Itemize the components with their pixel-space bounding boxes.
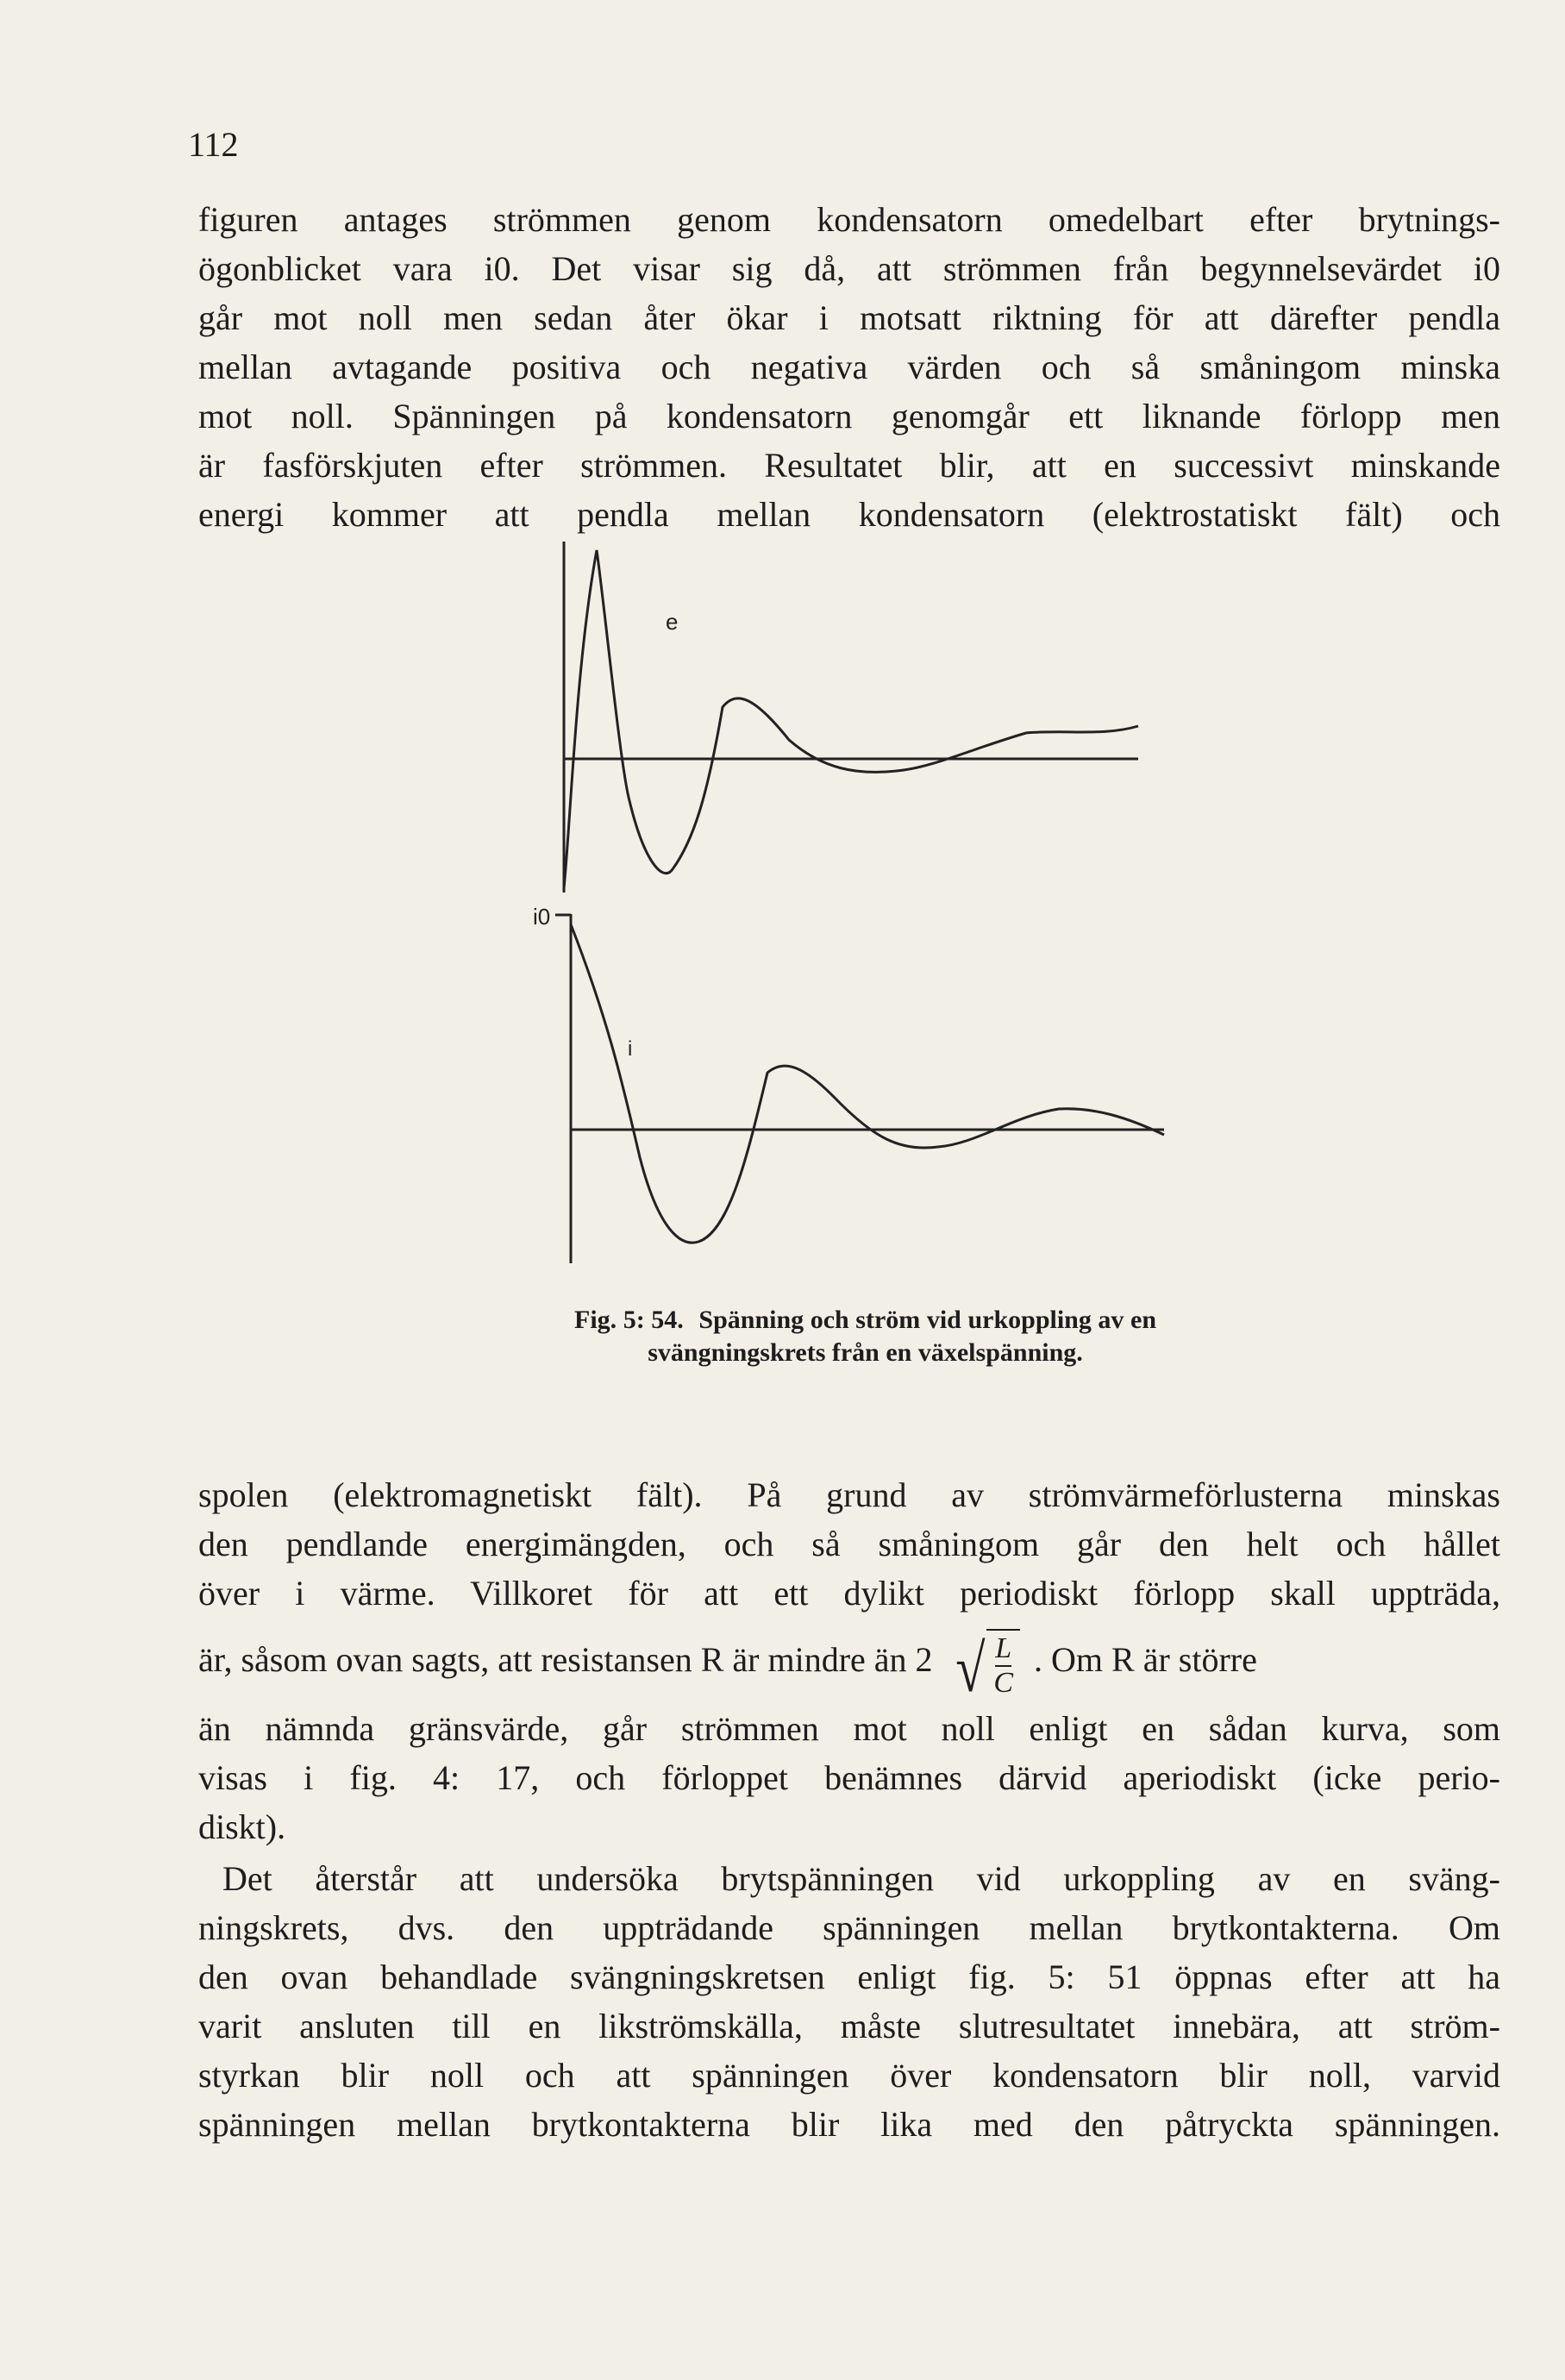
bottom-paragraph-1 (198, 1470, 1500, 1618)
fraction-denominator: C (993, 1667, 1014, 1699)
bottom-line-10: varit ansluten till en likströmskälla, måste slutresultatet innebära, att ström- (198, 2007, 1500, 2045)
bottom-line-8: ningskrets, dvs. den uppträdande spänningen mellan brytkontakterna. Om (198, 1908, 1500, 1947)
sqrt-formula (947, 1629, 1021, 1706)
top-line-3: går mot noll men sedan åter ökar i motsatt riktning för att därefter pendla (198, 298, 1500, 337)
current-curve (571, 924, 1164, 1243)
bottom-line-6: diskt). (198, 1807, 286, 1846)
bottom-line-11: styrkan blir noll och att spänningen över kondensatorn blir noll, varvid (198, 2056, 1500, 2095)
bottom-line-1: spolen (elektromagnetiskt fält). På grund av strömvärmeförlusterna minskas (198, 1475, 1500, 1514)
formula-after: . Om R är större (1034, 1640, 1257, 1680)
bottom-line-5: visas i fig. 4: 17, och förloppet benämnes därvid aperiodiskt (icke perio- (198, 1758, 1500, 1797)
caption-text: Spänning och ström vid urkoppling av en svängningskrets från en växelspänning. (648, 1306, 1157, 1367)
label-i0: i0 (533, 904, 551, 930)
bottom-line-4: än nämnda gränsvärde, går strömmen mot noll enligt en sådan kurva, som (198, 1709, 1500, 1748)
top-line-5: mot noll. Spänningen på kondensatorn genomgår ett liknande förlopp men (198, 397, 1500, 435)
top-line-2: ögonblicket vara i0. Det visar sig då, att strömmen från begynnelsevärdet i0 (198, 249, 1500, 288)
page-number: 112 (188, 125, 239, 164)
caption-label: Fig. 5: 54. (574, 1306, 684, 1334)
label-e: e (666, 609, 679, 635)
square-root (952, 1629, 1021, 1706)
bottom-line-7: Det återstår att undersöka brytspänningen vid urkoppling av en sväng- (222, 1859, 1500, 1898)
top-paragraph (198, 195, 1500, 539)
voltage-curve (564, 550, 1138, 888)
bottom-line-2: den pendlande energimängden, och så småningom går den helt och hållet (198, 1525, 1500, 1563)
top-line-6: är fasförskjuten efter strömmen. Resultatet blir, att en successivt minskande (198, 446, 1500, 485)
bottom-line-12: spänningen mellan brytkontakterna blir lika med den påtryckta spänningen. (198, 2105, 1500, 2144)
bottom-paragraph-2 (198, 1704, 1500, 1851)
fraction (986, 1629, 1020, 1698)
formula-before: är, såsom ovan sagts, att resistansen R är mindre än 2 (198, 1640, 933, 1680)
formula-line (198, 1629, 1500, 1706)
fraction-numerator: L (995, 1631, 1011, 1667)
bottom-paragraph-3 (198, 1854, 1500, 2149)
formula-line-container (198, 1629, 1500, 1706)
bottom-line-3: över i värme. Villkoret för att ett dylikt periodiskt förlopp skall uppträda, (198, 1574, 1500, 1613)
label-i: i (628, 1037, 633, 1061)
sqrt-sign-icon: √ (955, 1631, 986, 1706)
top-line-7: energi kommer att pendla mellan kondensatorn (elektrostatiskt fält) och (198, 495, 1500, 534)
figure-caption (574, 1304, 1156, 1369)
figure-svg (535, 535, 1190, 1276)
top-line-4: mellan avtagande positiva och negativa värden och så småningom minska (198, 348, 1500, 386)
top-line-1: figuren antages strömmen genom kondensatorn omedelbart efter brytnings- (198, 200, 1500, 239)
oscillation-figure (535, 535, 1190, 1276)
bottom-line-9: den ovan behandlade svängningskretsen enligt fig. 5: 51 öppnas efter att ha (198, 1957, 1500, 1996)
